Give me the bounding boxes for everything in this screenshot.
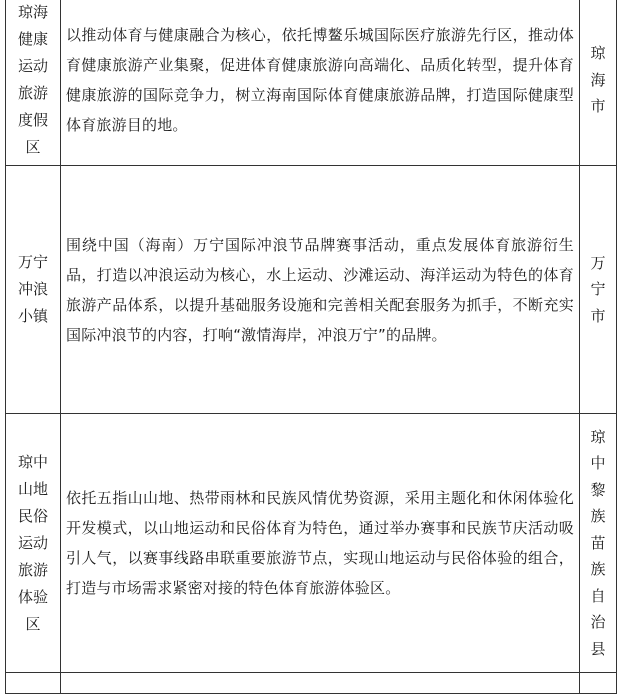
area-location-cell bbox=[580, 414, 617, 673]
area-name-line: 运动 bbox=[17, 533, 48, 552]
location-char: 中 bbox=[590, 454, 606, 473]
area-name-line: 琼中 bbox=[17, 452, 48, 471]
area-name-line: 琼海 bbox=[17, 3, 48, 21]
location-char: 市 bbox=[590, 306, 606, 325]
location-char: 海 bbox=[590, 70, 606, 89]
location-char: 琼 bbox=[590, 44, 606, 63]
area-name-cell bbox=[6, 166, 61, 414]
area-name-line: 运动 bbox=[17, 57, 48, 75]
table-row bbox=[6, 166, 617, 414]
location-char: 黎 bbox=[590, 480, 606, 499]
location-char: 苗 bbox=[590, 533, 606, 552]
table-row bbox=[6, 414, 617, 673]
area-name-line: 度假 bbox=[17, 111, 48, 129]
area-name-line: 山地 bbox=[17, 479, 48, 498]
area-name-line: 旅游 bbox=[17, 84, 48, 102]
location-char: 治 bbox=[590, 613, 606, 632]
table-row bbox=[6, 673, 617, 694]
area-name-cell bbox=[6, 0, 61, 166]
area-name-line: 体验 bbox=[17, 587, 48, 606]
area-description: 以推动体育与健康融合为核心，依托博鳌乐城国际医疗旅游先行区，推动体育健康旅游产业集聚，促进体育健康旅游向高端化、品质化转型，提升体育健康旅游的国际竞争力，树立海南国际体育健康旅游品牌，打造国际健康型体育旅游目的地。 bbox=[61, 0, 580, 166]
area-name-cell bbox=[6, 414, 61, 673]
location-char: 族 bbox=[590, 507, 606, 526]
area-name-line: 民俗 bbox=[17, 506, 48, 525]
location-char: 宁 bbox=[590, 280, 606, 299]
empty-cell bbox=[6, 673, 61, 694]
area-name-line: 区 bbox=[25, 614, 41, 633]
area-name-line: 小镇 bbox=[17, 307, 48, 325]
area-location-cell bbox=[580, 0, 617, 166]
location-char: 市 bbox=[590, 97, 606, 116]
empty-cell bbox=[580, 673, 617, 694]
location-char: 族 bbox=[590, 560, 606, 579]
location-char: 万 bbox=[590, 253, 606, 272]
location-char: 琼 bbox=[590, 427, 606, 446]
sports-tourism-table bbox=[5, 0, 617, 694]
table-row bbox=[6, 0, 617, 166]
area-name-line: 万宁 bbox=[17, 253, 48, 271]
location-char: 县 bbox=[590, 639, 606, 658]
area-location-cell bbox=[580, 166, 617, 414]
area-description: 围绕中国（海南）万宁国际冲浪节品牌赛事活动，重点发展体育旅游衍生品，打造以冲浪运动为核心，水上运动、沙滩运动、海洋运动为特色的体育旅游产品体系，以提升基础服务设施和完善相关配套服务为抓手，不断充实国际冲浪节的内容，打响“激情海岸，冲浪万宁”的品牌。 bbox=[61, 166, 580, 414]
area-name-line: 旅游 bbox=[17, 560, 48, 579]
empty-cell bbox=[61, 673, 580, 694]
location-char: 自 bbox=[590, 586, 606, 605]
area-name-line: 区 bbox=[25, 138, 41, 156]
area-name-line: 冲浪 bbox=[17, 280, 48, 298]
area-description: 依托五指山山地、热带雨林和民族风情优势资源，采用主题化和休闲体验化开发模式，以山地运动和民俗体育为特色，通过举办赛事和民族节庆活动吸引人气，以赛事线路串联重要旅游节点，实现山地运动与民俗体验的组合，打造与市场需求紧密对接的特色体育旅游体验区。 bbox=[61, 414, 580, 673]
area-name-line: 健康 bbox=[17, 30, 48, 48]
